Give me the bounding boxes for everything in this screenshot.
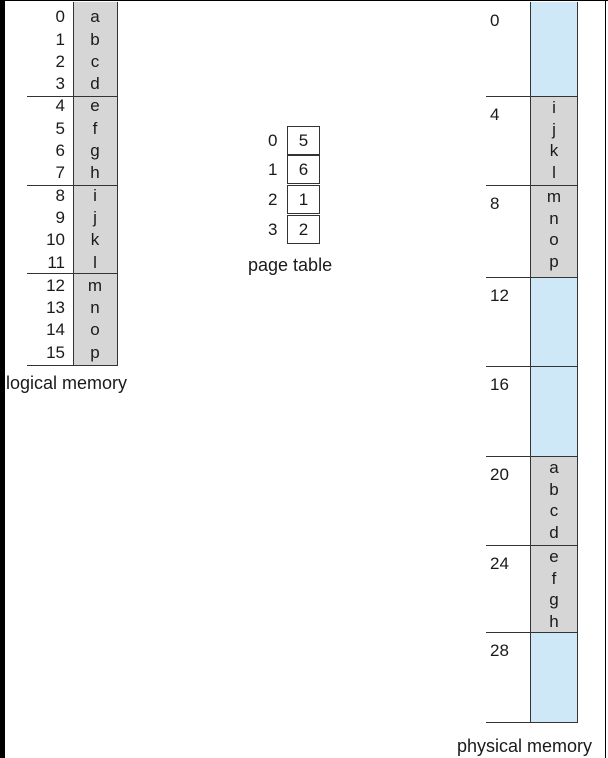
right-frame-border [605,0,606,758]
physical-frame-free [530,632,578,722]
physical-memory-cell: i [552,98,556,117]
logical-address: 15 [46,343,65,362]
physical-frame-divider [486,366,578,367]
page-table-index: 1 [268,160,278,179]
physical-memory-cell: h [549,611,559,631]
physical-address: 12 [490,286,509,305]
physical-memory-cell: g [549,590,559,609]
physical-frame-free [530,2,578,96]
physical-memory-cell: c [549,501,559,520]
logical-address: 11 [47,253,65,272]
physical-address: 4 [490,105,500,124]
logical-bottom-border [27,365,118,366]
physical-memory-cell: d [549,522,559,542]
logical-memory-cell: f [92,119,98,138]
logical-memory-cell: e [90,96,100,115]
physical-memory-cell: k [549,141,559,160]
logical-memory-cell: k [90,230,100,249]
logical-memory-cell: m [87,276,103,295]
logical-address: 9 [55,208,65,227]
logical-address: 8 [55,186,65,205]
physical-memory-cell: a [549,458,559,477]
logical-address: 13 [46,298,65,317]
page-table-frame-number: 1 [298,190,309,209]
physical-frame-free [530,366,578,456]
logical-address: 12 [46,276,65,295]
physical-address: 0 [490,11,500,30]
logical-address: 0 [55,7,65,26]
logical-address: 6 [55,141,65,160]
physical-memory-cell: f [551,568,557,588]
physical-frame-divider [486,277,578,278]
page-table-frame-number: 5 [298,131,309,150]
logical-address: 5 [55,119,65,138]
logical-memory-cell: n [90,298,100,317]
logical-address: 3 [55,74,65,93]
physical-address: 28 [490,641,509,660]
page-table-frame-number: 2 [298,220,309,239]
physical-bottom-border [486,722,578,723]
logical-memory-cell: g [90,141,100,160]
physical-frame-free [530,277,578,366]
logical-address: 4 [55,96,65,115]
logical-memory-cell: j [93,208,97,227]
physical-frame-divider [486,632,578,633]
logical-memory-cell: p [90,343,100,362]
physical-memory-cell: e [549,547,559,566]
logical-memory-cell: l [93,253,97,272]
logical-page-divider [27,273,118,274]
physical-memory-cell: l [552,162,556,182]
page-table-index: 0 [268,131,278,150]
logical-address: 7 [55,163,65,182]
logical-address: 14 [46,320,65,339]
physical-memory-cell: p [549,251,559,271]
logical-address: 10 [46,230,65,249]
logical-memory-cell: i [93,186,97,205]
logical-address: 1 [55,30,65,49]
logical-memory-cell: h [90,163,100,182]
physical-memory-cell: o [549,230,559,249]
logical-memory-cell: c [90,52,100,71]
physical-address: 16 [490,375,509,394]
logical-memory-cell: d [90,74,100,93]
page-table-index: 2 [268,190,278,209]
logical-memory-cell: o [90,320,100,339]
physical-memory-cell: b [549,479,559,499]
physical-address: 24 [490,554,509,573]
page-table-index: 3 [268,220,278,239]
physical-address: 8 [490,194,500,213]
logical-memory-caption: logical memory [6,373,128,393]
physical-memory-cell: m [546,187,562,206]
physical-memory-cell: n [549,208,559,228]
logical-address: 2 [55,52,65,71]
logical-memory-cell: b [90,30,100,49]
page-table-frame-number: 6 [298,160,309,179]
top-frame-border [0,0,608,1]
logical-memory-cell: a [90,7,100,26]
left-frame-border [0,0,5,758]
physical-memory-caption: physical memory [457,736,593,756]
physical-memory-cell: j [552,119,556,139]
physical-address: 20 [490,465,509,484]
page-table-caption: page table [248,255,333,275]
